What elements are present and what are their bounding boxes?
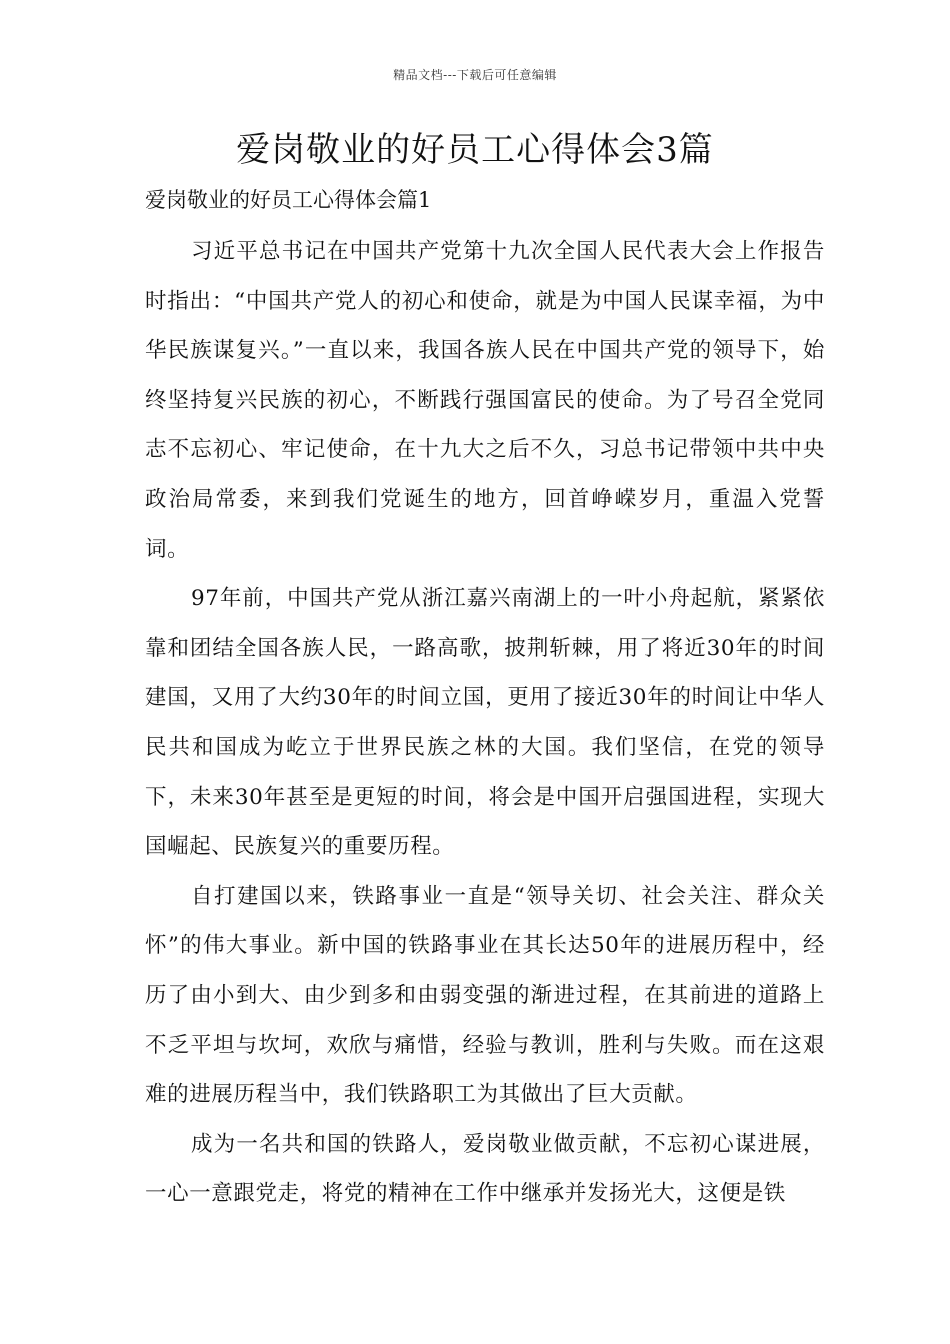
document-title: 爱岗敬业的好员工心得体会3篇 — [236, 130, 714, 170]
paragraph: 自打建国以来，铁路事业一直是“领导关切、社会关注、群众关怀”的伟大事业。新中国的铁路事业在其长达50年的进展历程中，经历了由小到大、由少到多和由弱变强的渐进过程，在其前进的道路上不乏平坦与坎坷，欢欣与痛惜，经验与教训，胜利与失败。而在这艰难的进展历程当中，我们铁路职工为其做出了巨大贡献。 — [145, 883, 825, 1108]
paragraph: 习近平总书记在中国共产党第十九次全国人民代表大会上作报告时指出：“中国共产党人的初心和使命，就是为中国人民谋幸福，为中华民族谋复兴。”一直以来，我国各族人民在中国共产党的领导下，始终坚持复兴民族的初心，不断践行强国富民的使命。为了号召全党同志不忘初心、牢记使命，在十九大之后不久，习总书记带领中共中央政治局常委，来到我们党诞生的地方，回首峥嵘岁月，重温入党誓词。 — [145, 239, 825, 562]
header-note: 精品文档---下载后可任意编辑 — [393, 68, 557, 82]
section-heading: 爱岗敬业的好员工心得体会篇1 — [145, 188, 432, 212]
paragraph: 97年前，中国共产党从浙江嘉兴南湖上的一叶小舟起航，紧紧依靠和团结全国各族人民，一路高歌，披荆斩棘，用了将近30年的时间建国，又用了大约30年的时间立国，更用了接近30年的时间让中华人民共和国成为屹立于世界民族之林的大国。我们坚信，在党的领导下，未来30年甚至是更短的时间，将会是中国开启强国进程，实现大国崛起、民族复兴的重要历程。 — [145, 586, 825, 860]
body-text — [145, 227, 825, 1219]
paragraph: 成为一名共和国的铁路人，爱岗敬业做贡献，不忘初心谋进展，一心一意跟党走，将党的精神在工作中继承并发扬光大，这便是铁 — [145, 1131, 825, 1207]
